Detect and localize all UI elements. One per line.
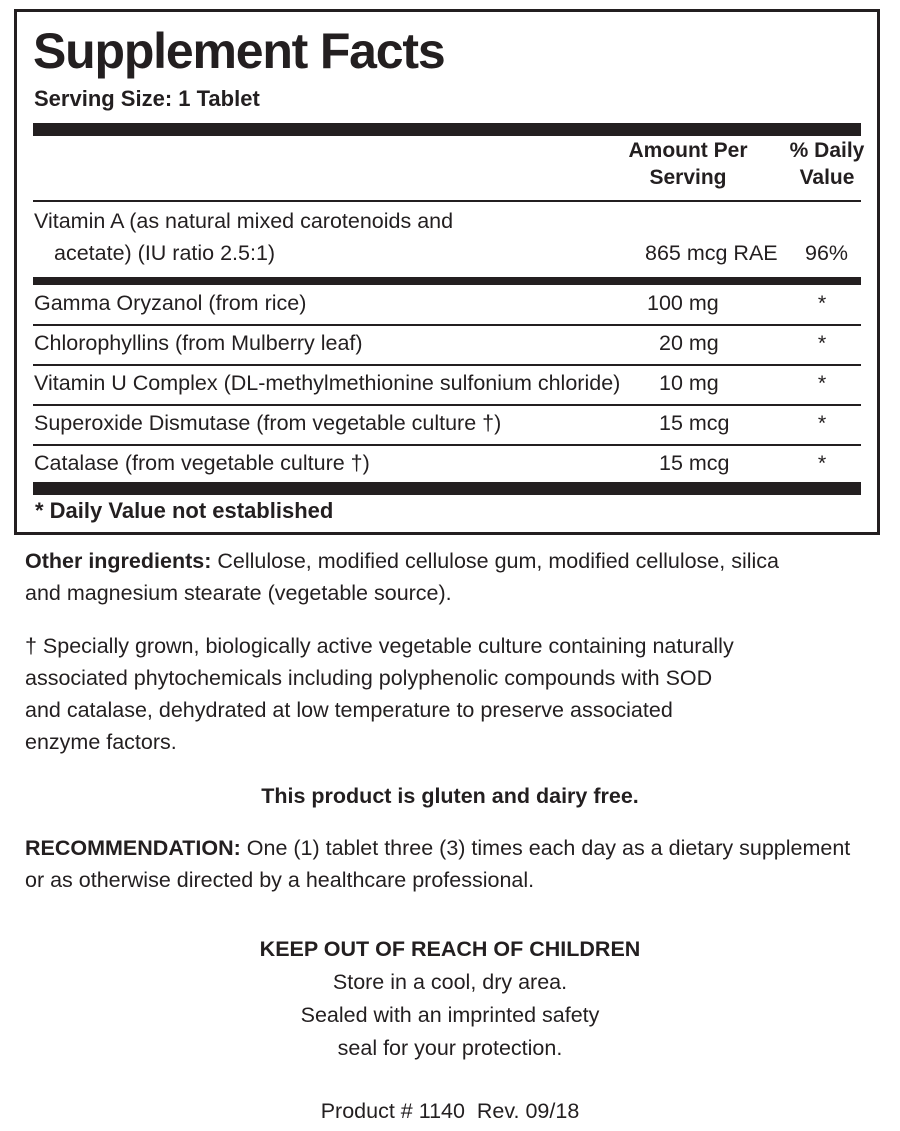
nutrient-amount: 15 mcg [659,411,730,435]
nutrient-name: Gamma Oryzanol (from rice) [34,291,307,315]
culture-note: † Specially grown, biologically active vegetable culture containing naturally associated phytochemicals including polyphenolic compounds with SOD and catalase, dehydrated at low temperature to preserve associated enzyme factors. [25,634,734,754]
nutrient-amount: 100 mg [647,291,719,315]
storage-text: Store in a cool, dry area. [332,970,568,994]
recommendation [25,832,850,896]
serving-size: Serving Size: 1 Tablet [34,86,260,111]
row-divider [33,444,861,446]
seal-text: Sealed with an imprinted safety [300,1003,600,1027]
nutrient-daily-value: * [817,291,827,315]
recommendation-text: One (1) tablet three (3) times each day as a dietary supplement [246,836,851,860]
nutrient-name: Vitamin U Complex (DL-methylmethionine sulfonium chloride) [34,371,621,395]
divider-thick-top [33,123,861,136]
recommendation-text-continued: or as otherwise directed by a healthcare professional. [25,868,535,892]
warning-block [0,933,900,1065]
nutrient-amount: 15 mcg [659,451,730,475]
amount-per-serving-header: Amount Per Serving [628,139,748,189]
allergen-statement: This product is gluten and dairy free. [261,784,639,808]
warning-heading: KEEP OUT OF REACH OF CHILDREN [259,937,641,961]
nutrient-name: Superoxide Dismutase (from vegetable culture †) [34,411,502,435]
nutrient-amount: 865 mcg RAE [645,241,778,265]
daily-value-footnote: * Daily Value not established [35,498,334,523]
recommendation-label: RECOMMENDATION: [25,836,241,860]
divider-mid [33,277,861,285]
nutrient-daily-value: * [817,331,827,355]
panel-title: Supplement Facts [33,23,445,79]
nutrient-amount: 20 mg [659,331,719,355]
other-ingredients-text-continued: and magnesium stearate (vegetable source). [25,581,452,605]
nutrient-daily-value: * [817,451,827,475]
row-divider [33,364,861,366]
nutrient-name: Vitamin A (as natural mixed carotenoids and [34,209,454,233]
supplement-facts-panel [14,9,880,535]
nutrient-daily-value: 96% [805,241,849,265]
product-number: Product # 1140 Rev. 09/18 [320,1099,580,1123]
seal-text-continued: seal for your protection. [337,1036,563,1060]
nutrient-name: Catalase (from vegetable culture †) [34,451,370,475]
divider-header [33,200,861,202]
daily-value-header: % Daily Value [789,139,865,189]
nutrient-name: Chlorophyllins (from Mulberry leaf) [34,331,363,355]
nutrient-daily-value: * [817,371,827,395]
row-divider [33,404,861,406]
other-ingredients-text: Cellulose, modified cellulose gum, modified cellulose, silica [217,549,779,573]
row-divider [33,324,861,326]
other-ingredients-label: Other ingredients: [25,549,212,573]
divider-thick-bottom [33,482,861,495]
nutrient-name-continued: acetate) (IU ratio 2.5:1) [54,241,276,265]
other-ingredients [25,545,779,609]
nutrient-daily-value: * [817,411,827,435]
nutrient-amount: 10 mg [659,371,719,395]
